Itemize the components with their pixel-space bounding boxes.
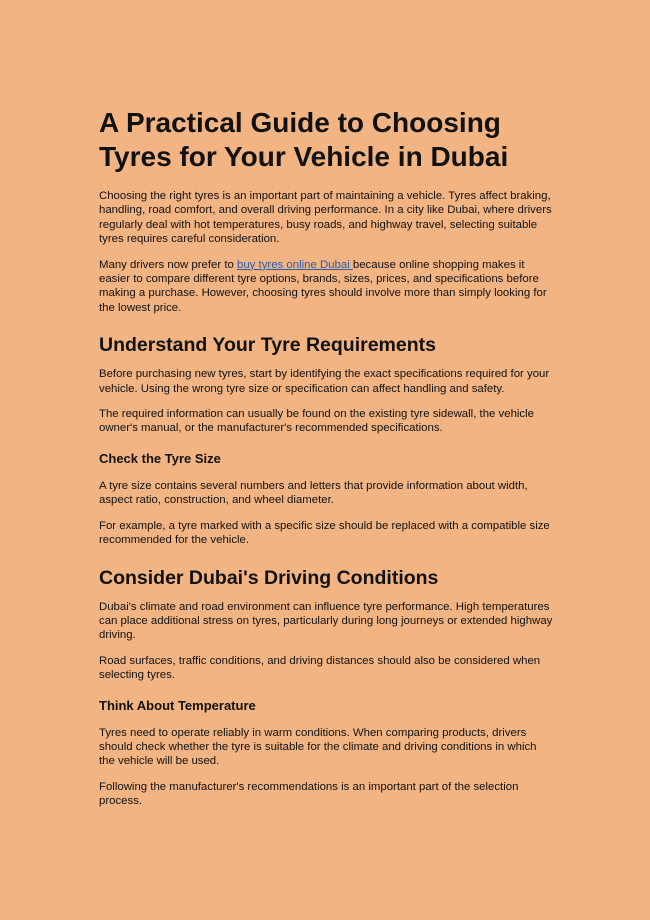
page-title: A Practical Guide to Choosing Tyres for Your Vehicle in Dubai [99,107,509,172]
section2-paragraph-2: Road surfaces, traffic conditions, and driving distances should also be considered when selecting tyres. [99,654,541,682]
intro-paragraph-2 [99,258,554,316]
tyre-size-paragraph-2: For example, a tyre marked with a specific size should be replaced with a compatible size recommended for the vehicle. [99,519,550,547]
subheading-think-about-temperature: Think About Temperature [99,697,256,713]
temperature-paragraph-1: Tyres need to operate reliably in warm conditions. When comparing products, drivers should check whether the tyre is suitable for the climate and driving conditions in which the vehicle will be used. [99,726,537,768]
temperature-paragraph-2: Following the manufacturer's recommendations is an important part of the selection process. [99,780,519,808]
intro-paragraph-1: Choosing the right tyres is an important part of maintaining a vehicle. Tyres affect braking, handling, road comfort, and overall driving performance. In a city like Dubai, where drivers regularly deal with hot temperatures, busy roads, and highway travel, selecting suitable tyres requires careful consideration. [99,190,552,246]
section-heading-driving-conditions: Consider Dubai's Driving Conditions [99,566,439,589]
section1-paragraph-1: Before purchasing new tyres, start by identifying the exact specifications required for your vehicle. Using the wrong tyre size or specification can affect handling and safety. [99,368,550,395]
section2-paragraph-1: Dubai's climate and road environment can influence tyre performance. High temperatures can place additional stress on tyres, particularly during long journeys or extended highway driving. [99,600,553,642]
section1-paragraph-2: The required information can usually be found on the existing tyre sidewall, the vehicle owner's manual, or the manufacturer's recommended specifications. [99,408,534,435]
buy-tyres-online-dubai-link[interactable]: buy tyres online Dubai [237,258,353,271]
subheading-check-tyre-size: Check the Tyre Size [99,450,221,466]
section-heading-tyre-requirements: Understand Your Tyre Requirements [99,334,436,357]
intro-paragraph-2-text-after: because online shopping makes it easier to compare different tyre options, brands, sizes, prices, and specifications before making a purchase. However, choosing tyres should involve more than simply looking for the lowest price. [99,258,547,314]
intro-paragraph-2-text-before: Many drivers now prefer to [99,258,238,271]
tyre-size-paragraph-1: A tyre size contains several numbers and letters that provide information about width, aspect ratio, construction, and wheel diameter. [99,479,528,507]
